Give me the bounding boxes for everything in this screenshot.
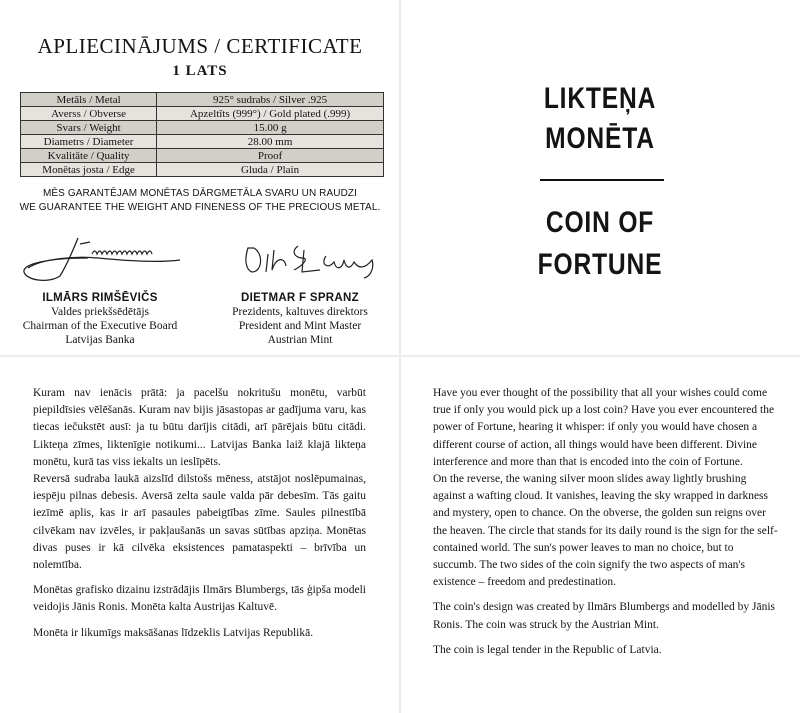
- cover-title-en-line2: FORTUNE: [537, 248, 663, 281]
- paragraph: The coin's design was created by Ilmārs Blumbergs and modelled by Jānis Ronis. The coin was struck by the Austrian Mint.: [433, 601, 775, 631]
- latvian-body: [33, 385, 366, 650]
- spec-label: Averss / Obverse: [21, 107, 157, 121]
- latvian-text-panel: [0, 356, 400, 713]
- spec-value: Apzeltīts (999°) / Gold plated (.999): [157, 107, 384, 121]
- signer-rimsevics: [0, 291, 200, 347]
- spec-table: [20, 92, 384, 177]
- signer-org: Latvijas Banka: [65, 334, 135, 346]
- certificate-title: APLIECINĀJUMS / CERTIFICATE: [37, 34, 363, 58]
- spec-value: 28.00 mm: [157, 135, 384, 149]
- spec-label: Kvalitāte / Quality: [21, 149, 157, 163]
- certificate-panel: [0, 0, 400, 356]
- cover-panel: [400, 0, 800, 356]
- cover-title-en-line1: COIN OF: [545, 206, 655, 239]
- guarantee-en: WE GUARANTEE THE WEIGHT AND FINENESS OF THE PRECIOUS METAL.: [19, 202, 381, 213]
- paragraph: Monētas grafisko dizainu izstrādājis Ilmārs Blumbergs, tās ģipša modeli veidojis Jānis Ronis. Monēta kalta Austrijas Kaltuvē.: [33, 584, 366, 614]
- spec-value: 925° sudrabs / Silver .925: [157, 93, 384, 107]
- spec-label: Diametrs / Diameter: [21, 135, 157, 149]
- spec-value: Proof: [157, 149, 384, 163]
- spec-label: Metāls / Metal: [21, 93, 157, 107]
- spec-row: [21, 93, 384, 107]
- spec-row: [21, 107, 384, 121]
- spec-row: [21, 135, 384, 149]
- cover-divider: [540, 179, 664, 181]
- spec-value: Gluda / Plain: [157, 163, 384, 177]
- english-body: [433, 385, 778, 667]
- cover-title-lv-line2: MONĒTA: [545, 122, 655, 155]
- english-text-panel: [400, 356, 800, 713]
- certificate-denomination: 1 LATS: [172, 63, 228, 79]
- signer-role-lv: Prezidents, kaltuves direktors: [232, 306, 368, 318]
- spec-label: Svars / Weight: [21, 121, 157, 135]
- spec-row: [21, 163, 384, 177]
- paragraph: On the reverse, the waning silver moon slides away lightly brushing against a wafting cloud. It vanishes, leaving the sky wrapped in darkness and mystery, open to chance. On the obverse, the golden sun reigns over the heaven. The circle that stands for its daily round is the sign for the self-contained world. The sun's power leaves to man no choice, but to succumb. The two sides of the coin signify the two aspects of man's existence – freedom and predestination.: [433, 473, 778, 589]
- guarantee-lv: MĒS GARANTĒJAM MONĒTAS DĀRGMETĀLA SVARU UN RAUDZI: [42, 188, 357, 199]
- signer-role-en: President and Mint Master: [238, 320, 362, 332]
- paragraph: Kuram nav ienācis prātā: ja pacelšu nokritušu monētu, varbūt piepildīsies vēlēšanās. Kuram nav bijis jāsastopas ar gadījuma varu, kas tiecas iečukstēt ausī: ja tu būtu darījis citādi, arī pārējais būtu citādi. Likteņa zīmes, liktenīgie notikumi... Latvijas Banka laiž klajā likteņa monētu, kurā tas viss iekalts un ieslīpēts.: [33, 387, 366, 468]
- signature-rimsevics: [18, 228, 188, 286]
- signer-spranz: [200, 291, 400, 347]
- paragraph: Reversā sudraba laukā aizslīd dilstošs mēness, atstājot noslēpumainas, iespēju pilnas debesis. Aversā zelta saule valda pār debesīm. Tās gaitu iezīmē aplis, kas ir arī pasaules pabeigtības zīme. Saules pilnestībā cilvēkam nav izvēles, ir pakļaušanās un savas sūtības apziņa. Monētas divas puses ir kā cilvēka eksistences pamataspekti – brīvība un nolemtība.: [33, 473, 366, 572]
- signer-role-lv: Valdes priekšsēdētājs: [50, 306, 150, 318]
- signer-name: DIETMAR F SPRANZ: [241, 292, 359, 304]
- paragraph: Have you ever thought of the possibility that all your wishes could come true if only you would pick up a lost coin? Have you ever encountered the power of Fortune, hearing it whisper: if only you would have chosen a different course of action, all things would have been different. Divine interference and more than that is encoded into the coin of Fortune.: [433, 387, 775, 468]
- signer-org: Austrian Mint: [267, 334, 333, 346]
- signature-spranz: [240, 236, 385, 284]
- spec-row: [21, 121, 384, 135]
- spec-row: [21, 149, 384, 163]
- spec-value: 15.00 g: [157, 121, 384, 135]
- paragraph: Monēta ir likumīgs maksāšanas līdzeklis Latvijas Republikā.: [33, 626, 314, 639]
- spec-label: Monētas josta / Edge: [21, 163, 157, 177]
- signer-role-en: Chairman of the Executive Board: [22, 320, 178, 332]
- cover-title-lv-line1: LIKTEŅA: [543, 82, 657, 115]
- signer-name: ILMĀRS RIMŠĒVIČS: [42, 292, 158, 304]
- paragraph: The coin is legal tender in the Republic of Latvia.: [433, 643, 662, 656]
